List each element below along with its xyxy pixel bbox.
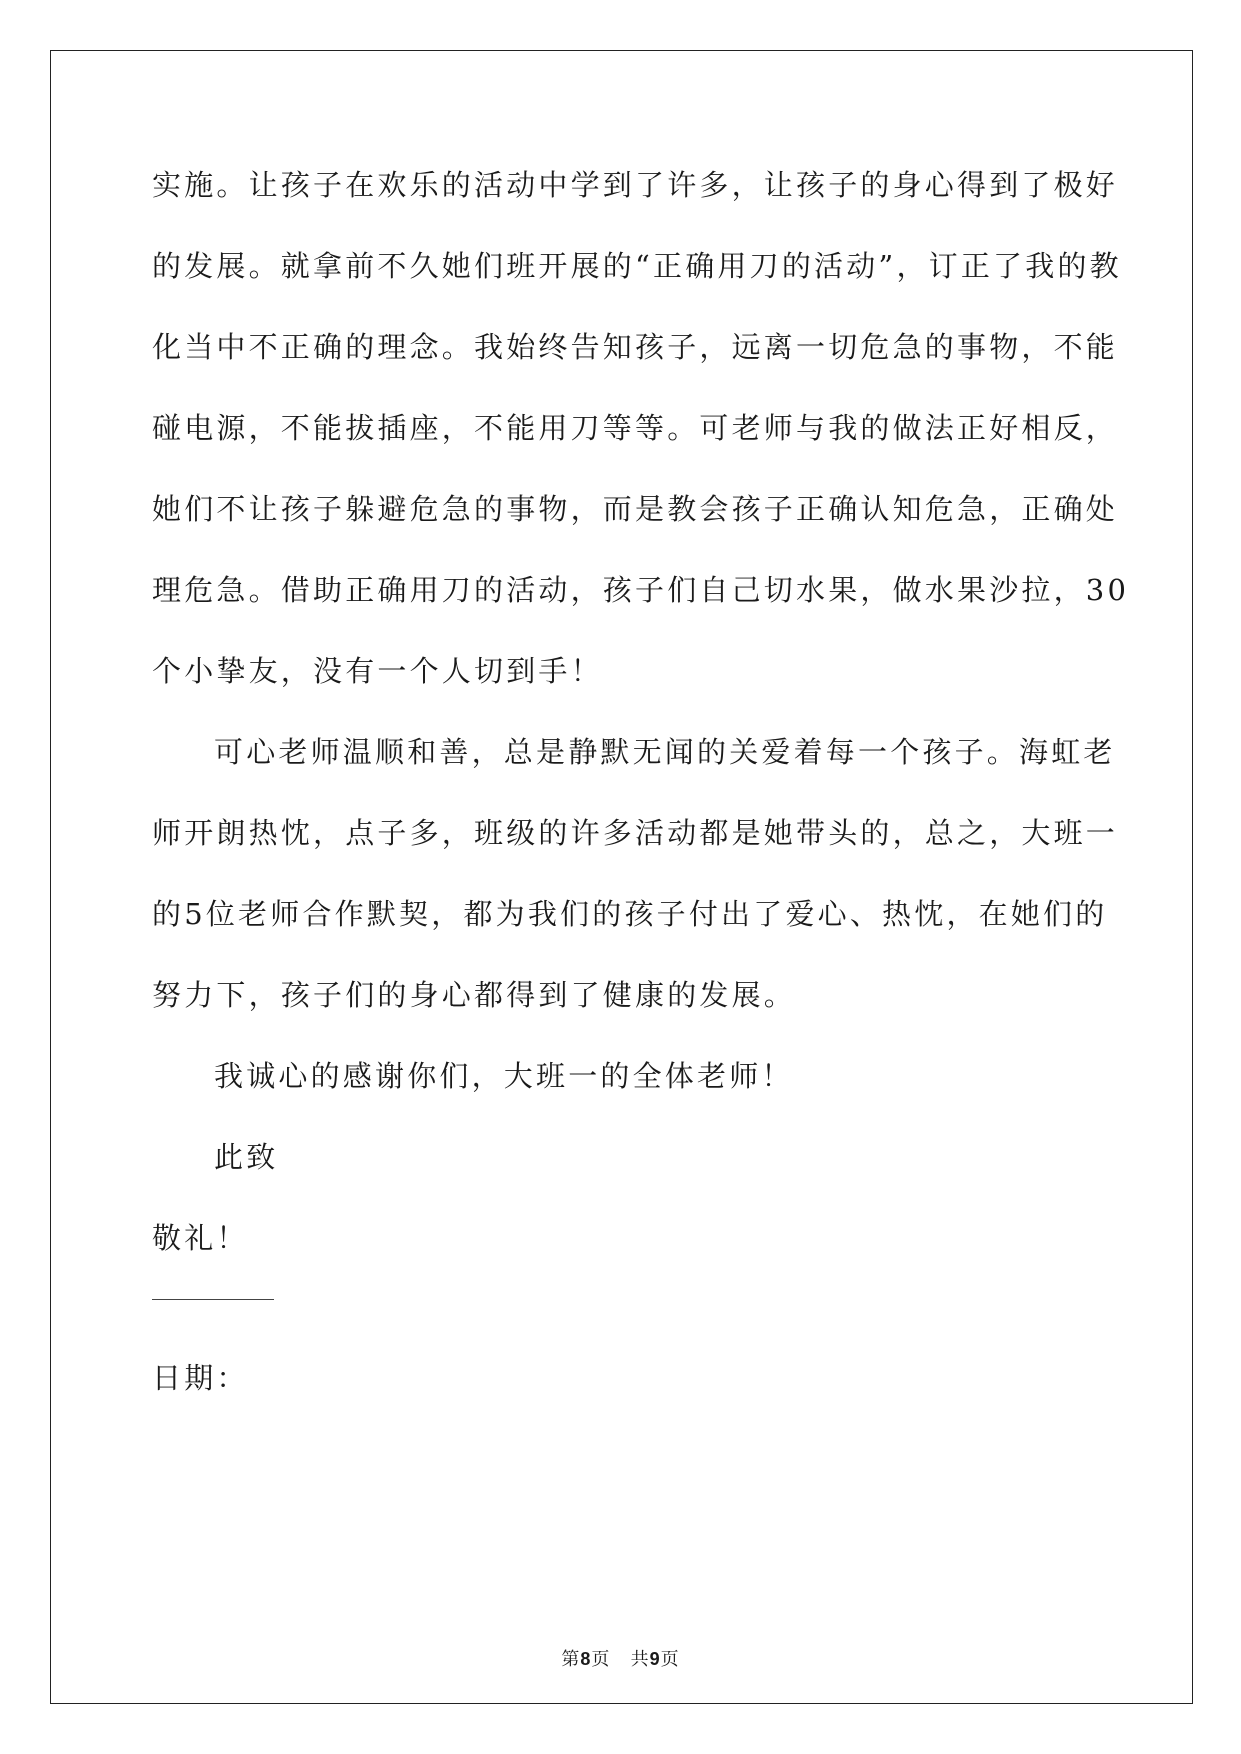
body-line: 努力下，孩子们的身心都得到了健康的发展。: [152, 978, 797, 1012]
body-line: 可心老师温顺和善，总是静默无闻的关爱着每一个孩子。海虹老: [214, 735, 1116, 769]
signature-line: [152, 1299, 274, 1300]
footer-prefix: 第: [561, 1649, 581, 1670]
body-line: 师开朗热忱，点子多，班级的许多活动都是她带头的，总之，大班一: [152, 816, 1119, 850]
footer-total-pages: 9: [649, 1649, 661, 1669]
body-line: 她们不让孩子躲避危急的事物，而是教会孩子正确认知危急，正确处: [152, 492, 1119, 526]
body-line: 的发展。就拿前不久她们班开展的“正确用刀的活动”，订正了我的教: [152, 249, 1122, 283]
footer-suffix: 页: [660, 1649, 680, 1670]
body-line: 实施。让孩子在欢乐的活动中学到了许多，让孩子的身心得到了极好: [152, 168, 1119, 202]
body-line: 个小挚友，没有一个人切到手！: [152, 654, 603, 688]
letter-body: [152, 165, 1130, 1439]
page-footer: [0, 1645, 1241, 1671]
body-line: 化当中不正确的理念。我始终告知孩子，远离一切危急的事物，不能: [152, 330, 1119, 364]
body-line: 理危急。借助正确用刀的活动，孩子们自己切水果，做水果沙拉，30: [152, 573, 1130, 607]
footer-middle: 页 共: [591, 1649, 650, 1670]
footer-page-number: 8: [580, 1649, 592, 1669]
date-label: 日期：: [152, 1361, 249, 1395]
closing-phrase: 此致: [214, 1140, 279, 1174]
body-line: 的5位老师合作默契，都为我们的孩子付出了爱心、热忱，在她们的: [152, 897, 1108, 931]
body-line: 碰电源，不能拔插座，不能用刀等等。可老师与我的做法正好相反，: [152, 411, 1119, 445]
body-line: 我诚心的感谢你们，大班一的全体老师！: [214, 1059, 794, 1093]
salutation: 敬礼！: [152, 1221, 249, 1255]
